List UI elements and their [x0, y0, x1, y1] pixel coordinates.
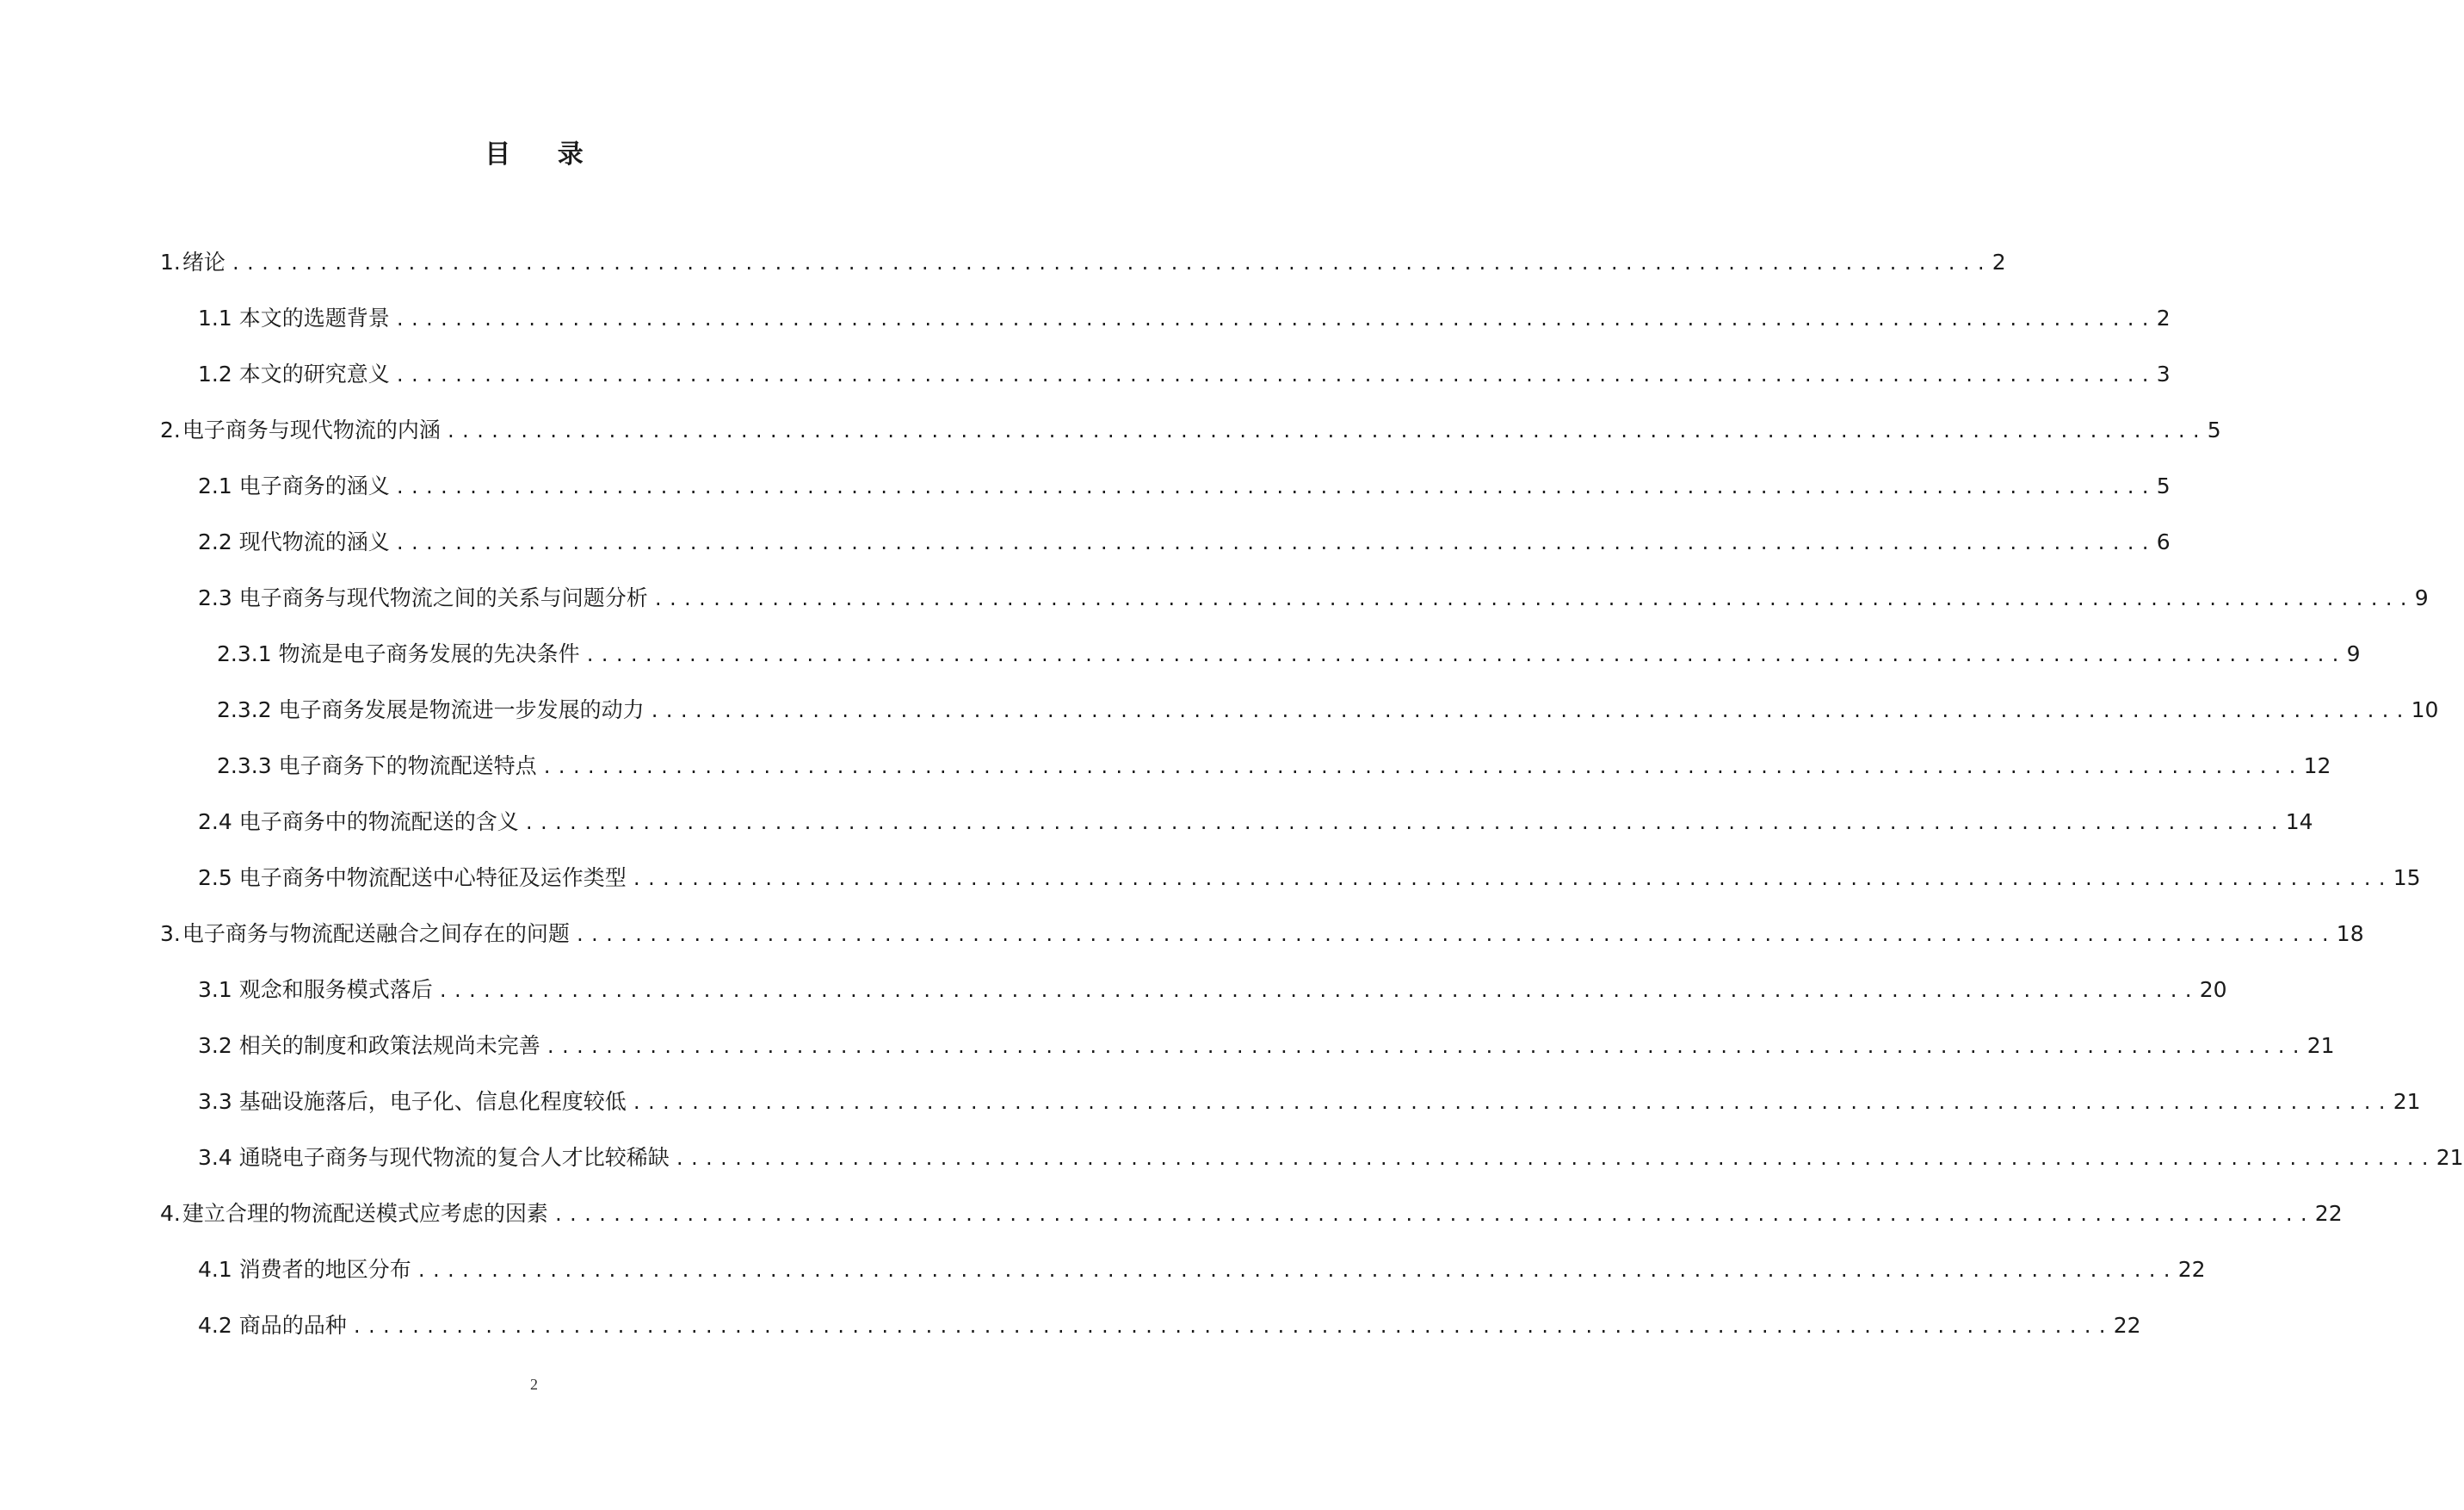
toc-entry[interactable] — [0, 1089, 2421, 1145]
toc-entry-label: 绪论 — [182, 250, 225, 275]
toc-entry-title — [160, 921, 570, 947]
toc-entry-label: 本文的选题背景 — [238, 306, 390, 331]
toc-entry[interactable] — [0, 1201, 2343, 1257]
toc-entry-page-number: 21 — [2436, 1145, 2464, 1170]
toc-entry-number: 2.4 — [198, 809, 232, 834]
toc-dot-leader: ........................................................................................................................ — [631, 869, 2392, 889]
toc-dot-leader: ........................................................................................................................ — [394, 365, 2155, 386]
toc-entry-label: 基础设施落后，电子化、信息化程度较低 — [238, 1089, 627, 1114]
page-title: 目 录 — [485, 139, 602, 170]
toc-entry-number: 2. — [160, 418, 181, 442]
toc-dot-leader: ........................................................................................................................ — [541, 757, 2302, 777]
toc-entry[interactable] — [0, 585, 2429, 641]
toc-entry-title — [160, 250, 225, 275]
toc-dot-leader: ........................................................................................................................ — [574, 925, 2335, 945]
toc-entry-page-number: 15 — [2393, 865, 2421, 890]
toc-entry-page-number: 5 — [2207, 418, 2221, 442]
toc-entry-number: 4.1 — [198, 1257, 232, 1282]
toc-entry-number: 1.1 — [198, 306, 232, 331]
toc-entry-number: 4. — [160, 1201, 181, 1226]
toc-dot-leader: ........................................................................................................................ — [394, 533, 2155, 554]
toc-entry-title — [198, 306, 390, 331]
toc-entry-number: 2.3.3 — [217, 753, 272, 778]
toc-entry-page-number: 18 — [2336, 921, 2364, 946]
toc-entry-number: 1. — [160, 250, 181, 275]
toc-dot-leader: ........................................................................................................................ — [394, 309, 2155, 330]
toc-entry[interactable] — [0, 809, 2313, 865]
toc-entry-label: 相关的制度和政策法规尚未完善 — [238, 1033, 540, 1058]
toc-entry-number: 2.3.2 — [217, 697, 272, 722]
toc-entry-title — [198, 865, 627, 891]
toc-entry-page-number: 2 — [1992, 250, 2006, 275]
toc-entry-page-number: 20 — [2199, 977, 2227, 1002]
toc-entry-number: 2.2 — [198, 529, 232, 554]
toc-entry-title — [160, 1201, 548, 1227]
toc-entry[interactable] — [0, 1145, 2464, 1201]
toc-entry-label: 电子商务与现代物流之间的关系与问题分析 — [238, 585, 648, 610]
toc-entry-label: 电子商务中的物流配送的含义 — [238, 809, 519, 834]
toc-entry-title — [198, 977, 433, 1003]
footer-page-number: 2 — [530, 1376, 538, 1393]
toc-entry-number: 3.2 — [198, 1033, 232, 1058]
toc-entry-title — [217, 753, 537, 779]
toc-entry-title — [198, 1033, 540, 1059]
toc-dot-leader: ........................................................................................................................ — [394, 477, 2155, 498]
table-of-contents — [0, 250, 2464, 1369]
toc-entry-page-number: 21 — [2393, 1089, 2421, 1114]
toc-entry-label: 电子商务与物流配送融合之间存在的问题 — [182, 921, 570, 946]
toc-entry-title — [217, 697, 645, 723]
toc-entry-label: 现代物流的涵义 — [238, 529, 390, 554]
toc-entry[interactable] — [0, 306, 2171, 362]
toc-dot-leader: ........................................................................................................................ — [649, 701, 2410, 721]
toc-entry-page-number: 22 — [2177, 1257, 2206, 1282]
toc-dot-leader: ........................................................................................................................ — [584, 645, 2345, 665]
toc-entry-label: 观念和服务模式落后 — [238, 977, 433, 1002]
toc-entry[interactable] — [0, 1033, 2335, 1089]
toc-entry[interactable] — [0, 250, 2006, 306]
toc-entry-number: 3.1 — [198, 977, 232, 1002]
toc-dot-leader: ........................................................................................................................ — [545, 1037, 2306, 1057]
toc-entry-label: 建立合理的物流配送模式应考虑的因素 — [182, 1201, 548, 1226]
toc-entry-label: 物流是电子商务发展的先决条件 — [278, 641, 580, 666]
toc-entry[interactable] — [0, 1257, 2206, 1313]
toc-entry-title — [198, 1257, 411, 1283]
toc-entry-number: 3.4 — [198, 1145, 232, 1170]
toc-entry-label: 电子商务与现代物流的内涵 — [182, 418, 441, 442]
toc-entry-title — [217, 641, 580, 667]
toc-entry-page-number: 9 — [2346, 641, 2361, 666]
toc-entry-title — [198, 1145, 670, 1171]
toc-entry[interactable] — [0, 865, 2421, 921]
toc-entry-label: 电子商务中物流配送中心特征及运作类型 — [238, 865, 627, 890]
toc-dot-leader: ........................................................................................................................ — [416, 1260, 2177, 1281]
toc-entry-number: 4.2 — [198, 1313, 232, 1338]
toc-entry-page-number: 10 — [2411, 697, 2439, 722]
toc-entry-number: 2.1 — [198, 473, 232, 498]
toc-entry-title — [198, 585, 648, 611]
toc-entry-label: 本文的研究意义 — [238, 362, 390, 387]
toc-entry-page-number: 12 — [2303, 753, 2331, 778]
toc-entry[interactable] — [0, 753, 2331, 809]
toc-dot-leader: ........................................................................................................................ — [437, 981, 2198, 1001]
toc-entry-page-number: 22 — [2314, 1201, 2343, 1226]
toc-dot-leader: ........................................................................................................................ — [230, 253, 1991, 274]
toc-entry-page-number: 14 — [2285, 809, 2313, 834]
toc-entry-title — [198, 362, 390, 387]
toc-entry-page-number: 5 — [2156, 473, 2171, 498]
toc-entry-number: 2.3.1 — [217, 641, 272, 666]
toc-entry-title — [198, 529, 390, 555]
toc-entry-page-number: 6 — [2156, 529, 2171, 554]
toc-entry[interactable] — [0, 921, 2364, 977]
toc-dot-leader: ........................................................................................................................ — [674, 1148, 2435, 1169]
toc-entry[interactable] — [0, 977, 2227, 1033]
toc-dot-leader: ........................................................................................................................ — [631, 1092, 2392, 1113]
toc-entry[interactable] — [0, 473, 2171, 529]
toc-entry-label: 通晓电子商务与现代物流的复合人才比较稀缺 — [238, 1145, 670, 1170]
toc-dot-leader: ........................................................................................................................ — [652, 589, 2413, 610]
toc-entry-title — [198, 1313, 347, 1339]
toc-entry-number: 2.5 — [198, 865, 232, 890]
toc-entry[interactable] — [0, 641, 2361, 697]
toc-entry-page-number: 22 — [2113, 1313, 2141, 1338]
toc-entry-title — [198, 809, 519, 835]
toc-dot-leader: ........................................................................................................................ — [445, 421, 2206, 442]
toc-entry-title — [160, 418, 441, 443]
toc-entry[interactable] — [0, 529, 2171, 585]
toc-entry-title — [198, 1089, 627, 1115]
toc-entry-label: 电子商务发展是物流进一步发展的动力 — [278, 697, 645, 722]
toc-entry-title — [198, 473, 390, 499]
toc-entry-label: 消费者的地区分布 — [238, 1257, 411, 1282]
toc-entry-label: 商品的品种 — [238, 1313, 347, 1338]
toc-entry-label: 电子商务下的物流配送特点 — [278, 753, 537, 778]
toc-entry-number: 3. — [160, 921, 181, 946]
toc-dot-leader: ........................................................................................................................ — [523, 813, 2284, 833]
toc-entry-page-number: 2 — [2156, 306, 2171, 331]
toc-entry-page-number: 21 — [2307, 1033, 2335, 1058]
toc-entry[interactable] — [0, 418, 2221, 473]
toc-entry-number: 3.3 — [198, 1089, 232, 1114]
toc-entry-label: 电子商务的涵义 — [238, 473, 390, 498]
toc-entry-number: 2.3 — [198, 585, 232, 610]
toc-entry-page-number: 3 — [2156, 362, 2171, 387]
toc-dot-leader: ........................................................................................................................ — [351, 1316, 2112, 1337]
toc-entry-number: 1.2 — [198, 362, 232, 387]
toc-entry[interactable] — [0, 362, 2171, 418]
toc-entry[interactable] — [0, 697, 2439, 753]
toc-entry-page-number: 9 — [2414, 585, 2429, 610]
toc-entry[interactable] — [0, 1313, 2141, 1369]
toc-dot-leader: ........................................................................................................................ — [553, 1204, 2313, 1225]
